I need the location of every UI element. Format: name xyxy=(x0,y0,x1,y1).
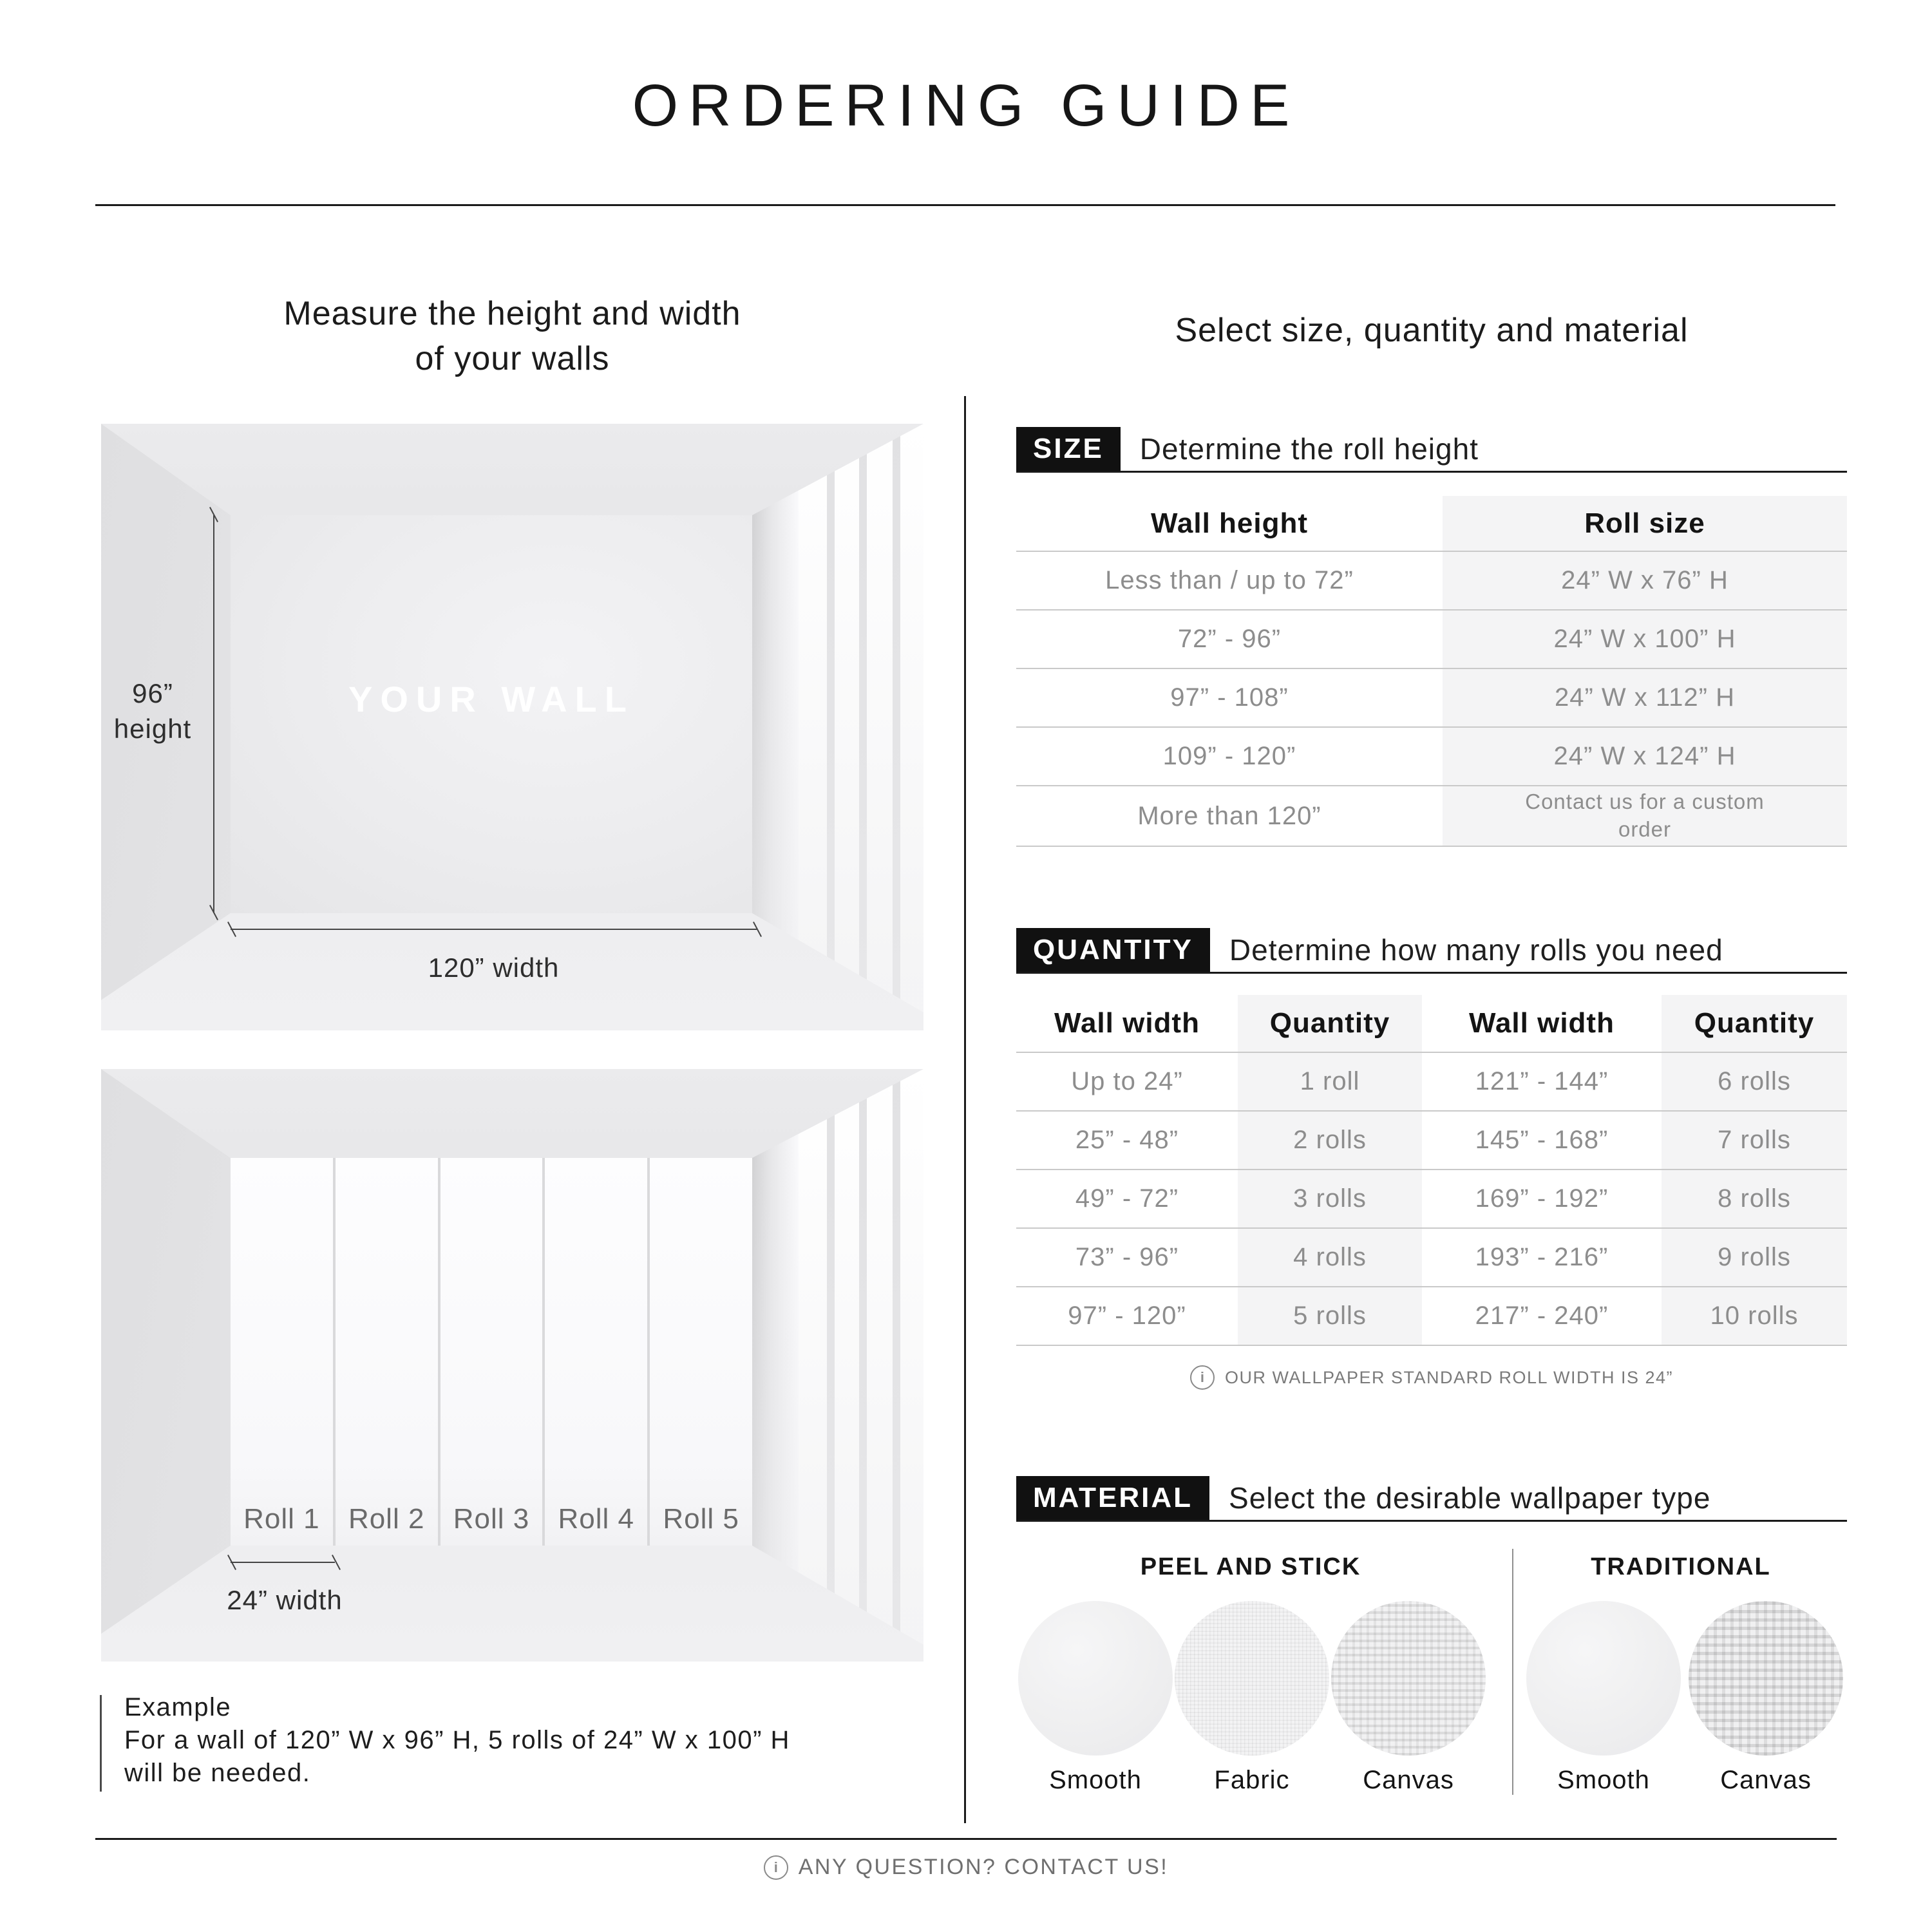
height-dimension-label xyxy=(101,676,204,746)
height-value: 96” xyxy=(132,678,173,708)
size-cell-roll: 24” W x 76” H xyxy=(1561,566,1728,594)
size-table-row xyxy=(1016,552,1847,611)
height-word: height xyxy=(113,713,192,744)
qty-header-wall2: Wall width xyxy=(1469,1007,1615,1039)
roll-panel xyxy=(650,1158,752,1546)
quantity-section-rule xyxy=(1016,972,1847,974)
qty-header-wall1: Wall width xyxy=(1054,1007,1200,1039)
qty-cell: 193” - 216” xyxy=(1475,1243,1609,1271)
example-line2: will be needed. xyxy=(124,1758,311,1787)
room-illustration-rolls xyxy=(101,1069,923,1662)
roll-label: Roll 1 xyxy=(243,1503,320,1535)
qty-cell: 73” - 96” xyxy=(1075,1243,1179,1271)
roll-panel xyxy=(336,1158,438,1546)
quantity-subtitle: Determine how many rolls you need xyxy=(1229,933,1723,967)
roll-panel xyxy=(440,1158,543,1546)
size-table-row xyxy=(1016,611,1847,669)
size-cell-wall: More than 120” xyxy=(1137,801,1321,830)
qty-cell: 10 rolls xyxy=(1710,1302,1799,1330)
quantity-table-row xyxy=(1016,1112,1847,1170)
size-cell-roll: Contact us for a custom order xyxy=(1525,790,1765,841)
size-table-header xyxy=(1016,496,1847,552)
size-badge: SIZE xyxy=(1016,427,1121,471)
size-cell-roll: 24” W x 112” H xyxy=(1555,683,1735,712)
qty-header-qty2: Quantity xyxy=(1694,1007,1815,1039)
size-cell-roll: 24” W x 124” H xyxy=(1553,742,1736,770)
swatch-peel-smooth xyxy=(1018,1601,1173,1756)
roll-width-label: 24” width xyxy=(227,1585,343,1615)
example-block xyxy=(100,1691,937,1789)
info-icon: i xyxy=(1190,1365,1215,1390)
swatch-peel-canvas xyxy=(1331,1601,1486,1756)
material-section-header xyxy=(1016,1476,1847,1520)
left-heading-line2: of your walls xyxy=(415,340,610,378)
material-group-traditional: TRADITIONAL xyxy=(1591,1553,1771,1580)
qty-cell: 3 rolls xyxy=(1293,1184,1367,1213)
swatch-label-fabric: Fabric xyxy=(1214,1766,1290,1794)
footer-text: ANY QUESTION? CONTACT US! xyxy=(798,1855,1169,1879)
quantity-table-row xyxy=(1016,1170,1847,1229)
material-group-divider xyxy=(1512,1549,1513,1795)
size-cell-wall: Less than / up to 72” xyxy=(1105,566,1354,594)
swatch-label-smooth-traditional: Smooth xyxy=(1557,1766,1650,1794)
height-dimension-line xyxy=(213,515,214,913)
right-column-heading: Select size, quantity and material xyxy=(1175,312,1689,349)
qty-cell: 49” - 72” xyxy=(1075,1184,1179,1213)
roll-label: Roll 2 xyxy=(348,1503,425,1535)
your-wall-label: YOUR WALL xyxy=(348,679,634,719)
quantity-table-row xyxy=(1016,1053,1847,1112)
width-dimension-line xyxy=(231,929,757,930)
qty-cell: 25” - 48” xyxy=(1075,1126,1179,1154)
quantity-table-row xyxy=(1016,1229,1847,1287)
left-heading-line1: Measure the height and width xyxy=(283,295,741,332)
material-badge: MATERIAL xyxy=(1016,1476,1209,1520)
roll-width-note-text: OUR WALLPAPER STANDARD ROLL WIDTH IS 24” xyxy=(1224,1367,1674,1387)
qty-cell: 8 rolls xyxy=(1718,1184,1791,1213)
swatch-label-canvas-traditional: Canvas xyxy=(1720,1766,1812,1794)
qty-cell: 169” - 192” xyxy=(1475,1184,1609,1213)
roll-panel xyxy=(231,1158,333,1546)
size-cell-wall: 72” - 96” xyxy=(1177,625,1282,653)
info-icon: i xyxy=(764,1855,788,1880)
swatch-traditional-canvas xyxy=(1689,1601,1843,1756)
quantity-table xyxy=(1016,995,1847,1346)
size-header-roll: Roll size xyxy=(1584,507,1705,539)
qty-cell: 1 roll xyxy=(1300,1067,1360,1095)
qty-cell: 7 rolls xyxy=(1718,1126,1791,1154)
size-table-row xyxy=(1016,786,1847,847)
qty-cell: 6 rolls xyxy=(1718,1067,1791,1095)
quantity-section-header xyxy=(1016,928,1847,972)
example-accent-bar xyxy=(100,1695,102,1792)
left-column-heading xyxy=(101,291,923,381)
width-dimension-label: 120” width xyxy=(428,952,560,983)
roll-panel xyxy=(545,1158,647,1546)
qty-cell: Up to 24” xyxy=(1071,1067,1183,1095)
size-table-row xyxy=(1016,728,1847,786)
swatch-label-smooth: Smooth xyxy=(1049,1766,1142,1794)
qty-cell: 217” - 240” xyxy=(1475,1302,1609,1330)
qty-header-qty1: Quantity xyxy=(1269,1007,1390,1039)
swatch-traditional-smooth xyxy=(1526,1601,1681,1756)
qty-cell: 145” - 168” xyxy=(1475,1126,1609,1154)
example-title: Example xyxy=(124,1693,232,1721)
room-illustration-measure xyxy=(101,424,923,1030)
material-group-peel-and-stick: PEEL AND STICK xyxy=(1140,1553,1361,1580)
qty-cell: 121” - 144” xyxy=(1475,1067,1609,1095)
page-title: ORDERING GUIDE xyxy=(632,73,1300,138)
material-section-rule xyxy=(1016,1520,1847,1522)
roll-width-note xyxy=(1016,1365,1847,1390)
swatch-peel-fabric xyxy=(1175,1601,1329,1756)
swatch-label-canvas: Canvas xyxy=(1363,1766,1454,1794)
size-cell-wall: 109” - 120” xyxy=(1162,742,1296,770)
example-line1: For a wall of 120” W x 96” H, 5 rolls of 24” W x 100” H xyxy=(124,1725,790,1754)
footer-divider xyxy=(95,1838,1837,1840)
footer xyxy=(0,1855,1932,1880)
size-section-header xyxy=(1016,427,1847,471)
size-cell-roll: 24” W x 100” H xyxy=(1553,625,1736,653)
title-divider xyxy=(95,204,1835,206)
roll-width-dimension-line xyxy=(231,1562,335,1563)
qty-cell: 97” - 120” xyxy=(1068,1302,1186,1330)
size-subtitle: Determine the roll height xyxy=(1139,432,1479,466)
roll-label: Roll 5 xyxy=(663,1503,739,1535)
size-table-row xyxy=(1016,669,1847,728)
size-table xyxy=(1016,496,1847,847)
material-subtitle: Select the desirable wallpaper type xyxy=(1229,1481,1711,1515)
wallpaper-rolls xyxy=(231,1158,752,1546)
roll-label: Roll 4 xyxy=(558,1503,635,1535)
qty-cell: 2 rolls xyxy=(1293,1126,1367,1154)
size-header-wall: Wall height xyxy=(1150,507,1309,539)
qty-cell: 4 rolls xyxy=(1293,1243,1367,1271)
qty-cell: 5 rolls xyxy=(1293,1302,1367,1330)
size-section-rule xyxy=(1016,471,1847,473)
quantity-table-row xyxy=(1016,1287,1847,1346)
qty-cell: 9 rolls xyxy=(1718,1243,1791,1271)
quantity-table-header xyxy=(1016,995,1847,1053)
quantity-badge: QUANTITY xyxy=(1016,928,1210,972)
column-divider xyxy=(964,396,966,1823)
roll-label: Roll 3 xyxy=(453,1503,530,1535)
size-cell-wall: 97” - 108” xyxy=(1170,683,1289,712)
